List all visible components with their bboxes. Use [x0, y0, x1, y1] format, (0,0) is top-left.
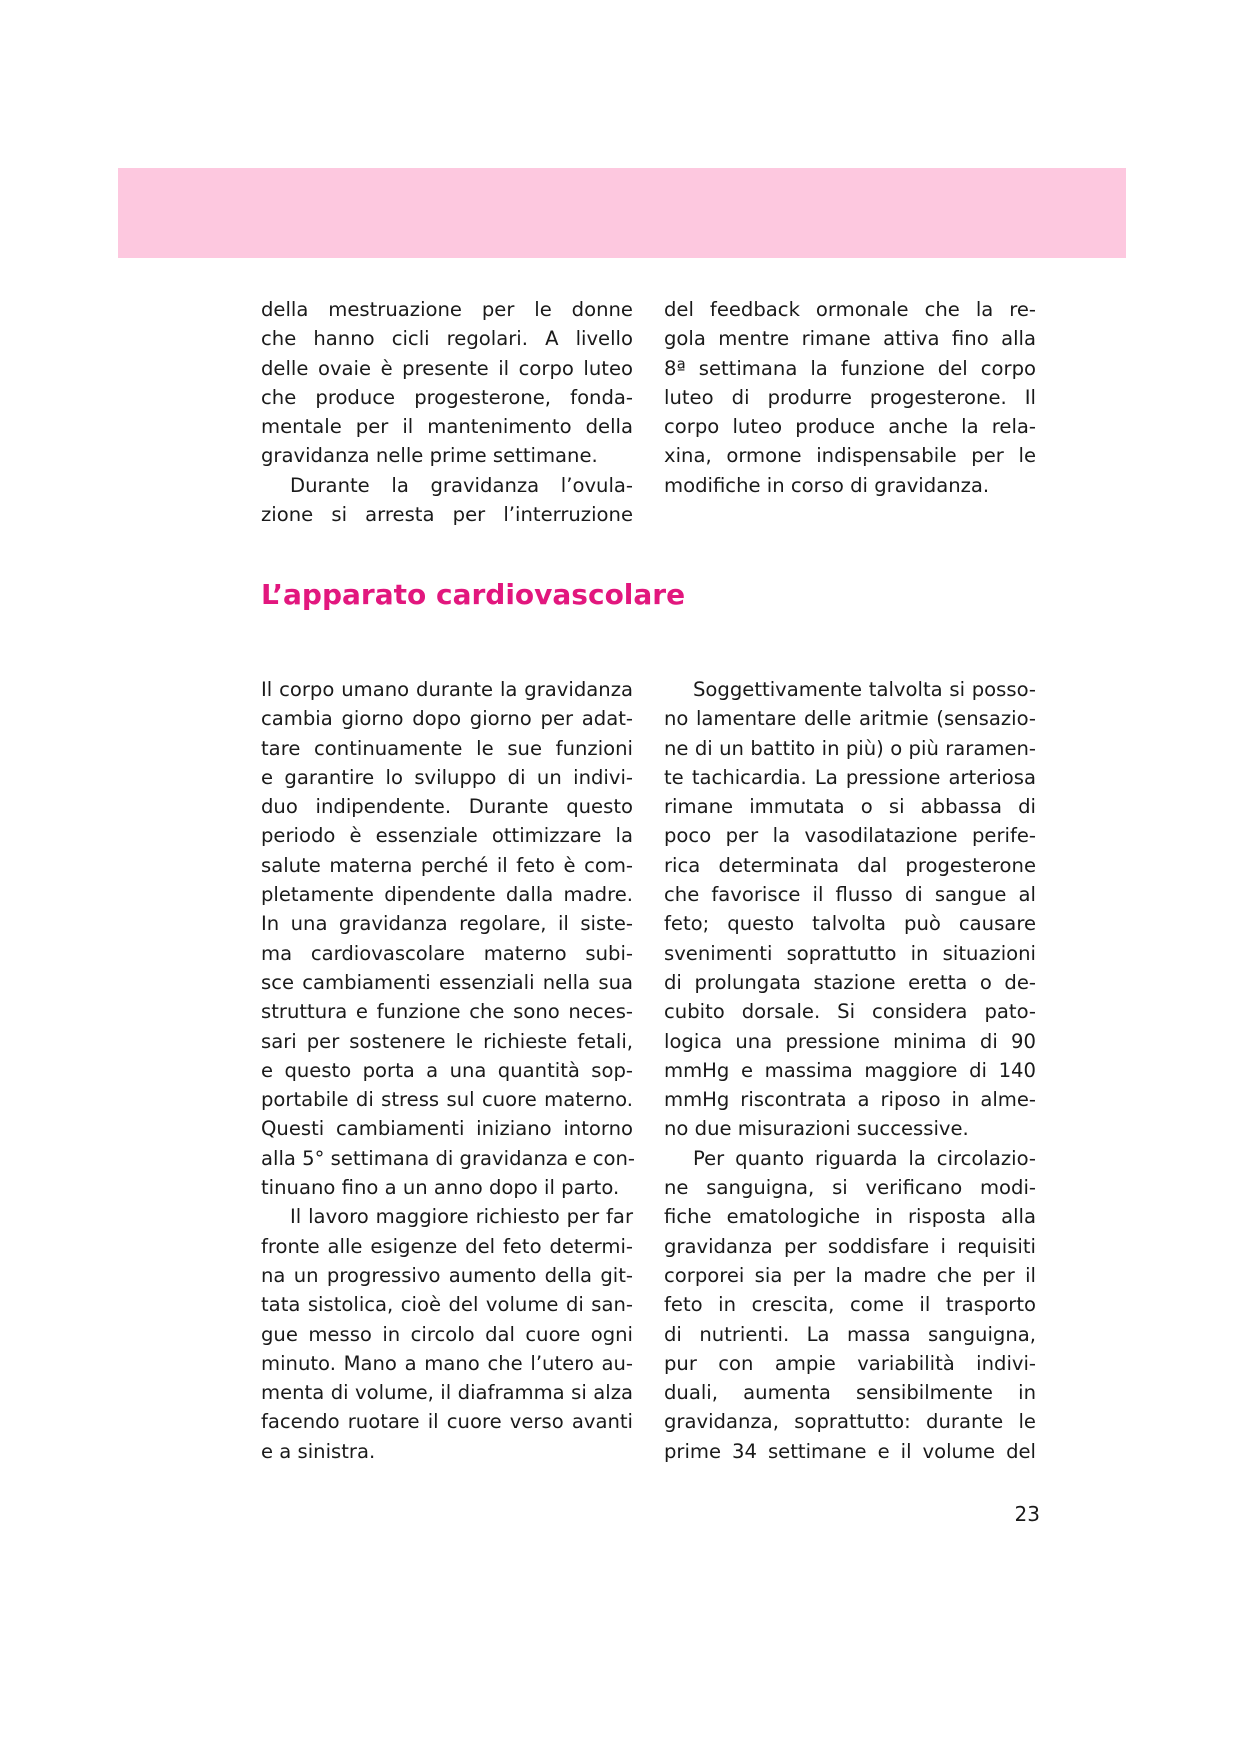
text-line: e a sinistra.: [261, 1439, 376, 1463]
text-line: te tachicardia. La pressione arteriosa: [664, 765, 1036, 789]
text-line: Il corpo umano durante la gravidanza: [261, 678, 633, 701]
text-line: Soggettivamente talvolta si posso-: [693, 678, 1036, 701]
text-line: delle ovaie è presente il corpo luteo: [261, 356, 633, 380]
text-line: della mestruazione per le donne: [261, 298, 633, 321]
text-line: feto; questo talvolta può causare: [664, 912, 1036, 936]
text-line: tinuano fino a un anno dopo il parto.: [261, 1176, 620, 1200]
text-line: 8ª settimana la funzione del corpo: [664, 356, 1036, 380]
text-line: rica determinata dal progesterone: [664, 853, 1036, 877]
top-right-column: [664, 295, 1036, 500]
text-line: tare continuamente le sue funzioni: [261, 736, 633, 760]
text-line: struttura e funzione che sono neces-: [261, 1000, 633, 1024]
text-line: e questo porta a una quantità sop-: [261, 1058, 633, 1082]
text-line: Questi cambiamenti iniziano intorno: [261, 1117, 633, 1141]
text-line: ne di un battito in più) o più raramen-: [664, 736, 1036, 760]
text-line: gravidanza, soprattutto: durante le: [664, 1410, 1036, 1434]
text-line: periodo è essenziale ottimizzare la: [261, 824, 633, 848]
text-line: no lamentare delle aritmie (sensazio-: [664, 707, 1036, 731]
text-line: menta di volume, il diaframma si alza: [261, 1381, 633, 1405]
section-heading: L’apparato cardiovascolare: [261, 578, 686, 611]
text-line: di prolungata stazione eretta o de-: [664, 970, 1036, 994]
text-line: minuto. Mano a mano che l’utero au-: [261, 1351, 633, 1375]
text-line: xina, ormone indispensabile per le: [664, 444, 1036, 468]
text-line: duali, aumenta sensibilmente in: [664, 1381, 1036, 1405]
text-line: poco per la vasodilatazione perife-: [664, 824, 1036, 848]
text-line: corpo luteo produce anche la rela-: [664, 415, 1036, 439]
text-line: pur con ampie variabilità indivi-: [664, 1351, 1036, 1375]
text-line: rimane immutata o si abbassa di: [664, 795, 1036, 819]
text-line: di nutrienti. La massa sanguigna,: [664, 1322, 1036, 1346]
text-line: mmHg e massima maggiore di 140: [664, 1058, 1036, 1082]
text-line: svenimenti soprattutto in situazioni: [664, 941, 1036, 965]
text-line: gravidanza nelle prime settimane.: [261, 444, 598, 468]
text-line: gola mentre rimane attiva fino alla: [664, 327, 1036, 351]
bottom-right-column: [664, 675, 1036, 1466]
text-line: alla 5° settimana di gravidanza e con-: [261, 1146, 636, 1170]
text-line: cubito dorsale. Si considera pato-: [664, 1000, 1036, 1024]
text-line: gue messo in circolo dal cuore ogni: [261, 1322, 633, 1346]
text-line: che hanno cicli regolari. A livello: [261, 327, 633, 351]
text-line: In una gravidanza regolare, il siste-: [261, 912, 633, 936]
text-line: na un progressivo aumento della git-: [261, 1263, 633, 1287]
text-line: no due misurazioni successive.: [664, 1117, 969, 1141]
text-line: Per quanto riguarda la circolazio-: [693, 1146, 1036, 1170]
text-line: ne sanguigna, si verificano modi-: [664, 1176, 1036, 1200]
text-line: logica una pressione minima di 90: [664, 1029, 1036, 1053]
text-line: duo indipendente. Durante questo: [261, 795, 633, 819]
text-line: prime 34 settimane e il volume del: [664, 1439, 1036, 1463]
text-line: zione si arresta per l’interruzione: [261, 503, 633, 527]
page-number: 23: [1014, 1502, 1040, 1526]
text-line: e garantire lo sviluppo di un indivi-: [261, 765, 633, 789]
text-line: fiche ematologiche in risposta alla: [664, 1205, 1036, 1229]
text-line: mentale per il mantenimento della: [261, 415, 633, 439]
text-line: sce cambiamenti essenziali nella sua: [261, 970, 633, 994]
text-line: cambia giorno dopo giorno per adat-: [261, 707, 633, 731]
text-line: che produce progesterone, fonda-: [261, 385, 633, 409]
text-line: tata sistolica, cioè del volume di san-: [261, 1293, 633, 1317]
text-line: corporei sia per la madre che per il: [664, 1263, 1036, 1287]
header-banner: [118, 168, 1126, 258]
text-line: mmHg riscontrata a riposo in alme-: [664, 1088, 1036, 1112]
text-line: del feedback ormonale che la re-: [664, 298, 1036, 321]
text-line: Durante la gravidanza l’ovula-: [290, 473, 633, 497]
text-line: salute materna perché il feto è com-: [261, 853, 633, 877]
text-line: ma cardiovascolare materno subi-: [261, 941, 633, 965]
top-left-column: [261, 295, 633, 529]
text-line: che favorisce il flusso di sangue al: [664, 883, 1036, 907]
text-line: fronte alle esigenze del feto determi-: [261, 1234, 633, 1258]
text-line: sari per sostenere le richieste fetali,: [261, 1029, 633, 1053]
bottom-left-column: [261, 675, 636, 1466]
text-line: modifiche in corso di gravidanza.: [664, 473, 990, 497]
text-line: portabile di stress sul cuore materno.: [261, 1088, 633, 1112]
text-line: gravidanza per soddisfare i requisiti: [664, 1234, 1036, 1258]
text-line: luteo di produrre progesterone. Il: [664, 385, 1036, 409]
text-line: pletamente dipendente dalla madre.: [261, 883, 633, 907]
text-line: feto in crescita, come il trasporto: [664, 1293, 1036, 1317]
text-line: facendo ruotare il cuore verso avanti: [261, 1410, 633, 1434]
text-line: Il lavoro maggiore richiesto per far: [290, 1205, 633, 1229]
